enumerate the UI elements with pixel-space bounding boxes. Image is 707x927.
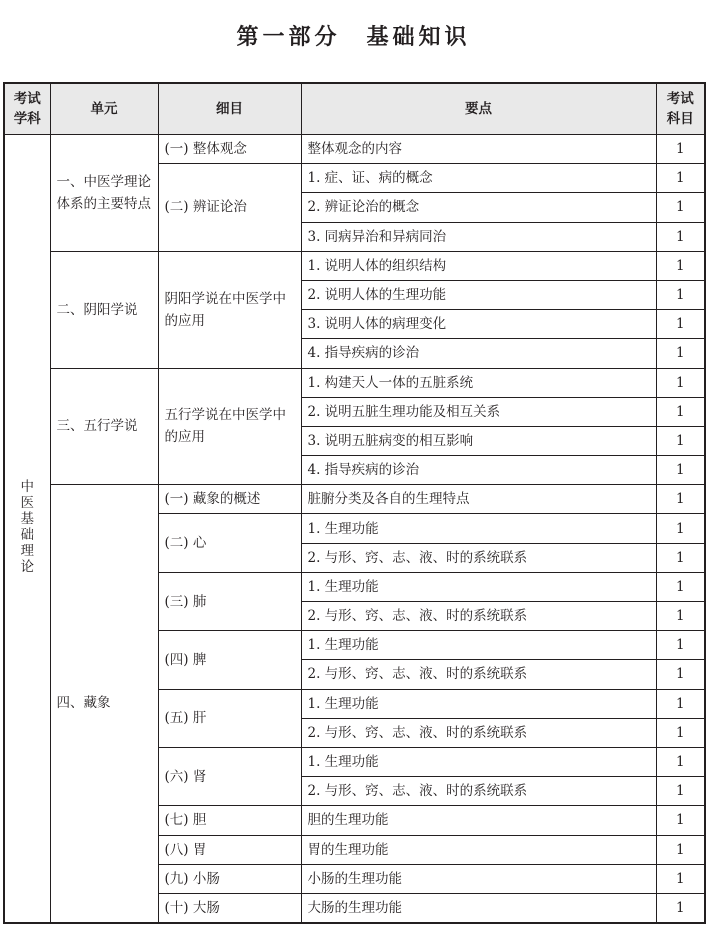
point-cell: 2. 与形、窍、志、液、时的系统联系	[301, 660, 656, 689]
point-cell: 胆的生理功能	[301, 806, 656, 835]
category-cell: 1	[656, 280, 705, 309]
point-cell: 2. 说明人体的生理功能	[301, 280, 656, 309]
category-cell: 1	[656, 747, 705, 776]
detail-cell: (二) 辨证论治	[158, 164, 301, 252]
point-cell: 整体观念的内容	[301, 135, 656, 164]
detail-cell: (三) 肺	[158, 572, 301, 630]
category-cell: 1	[656, 718, 705, 747]
point-cell: 1. 生理功能	[301, 689, 656, 718]
category-cell: 1	[656, 251, 705, 280]
table-row	[4, 368, 705, 397]
category-cell: 1	[656, 543, 705, 572]
detail-cell: (五) 肝	[158, 689, 301, 747]
category-cell: 1	[656, 339, 705, 368]
category-cell: 1	[656, 514, 705, 543]
point-cell: 3. 说明人体的病理变化	[301, 310, 656, 339]
unit-cell: 一、中医学理论体系的主要特点	[50, 135, 158, 252]
detail-cell: (二) 心	[158, 514, 301, 572]
category-cell: 1	[656, 135, 705, 164]
header-category: 考试科目	[656, 83, 705, 135]
unit-cell: 三、五行学说	[50, 368, 158, 485]
category-cell: 1	[656, 310, 705, 339]
category-cell: 1	[656, 485, 705, 514]
point-cell: 脏腑分类及各自的生理特点	[301, 485, 656, 514]
detail-cell: 阴阳学说在中医学中的应用	[158, 251, 301, 368]
detail-cell: (六) 肾	[158, 747, 301, 805]
point-cell: 大肠的生理功能	[301, 893, 656, 922]
point-cell: 2. 与形、窍、志、液、时的系统联系	[301, 718, 656, 747]
header-subject: 考试学科	[4, 83, 50, 135]
point-cell: 2. 与形、窍、志、液、时的系统联系	[301, 543, 656, 572]
point-cell: 1. 症、证、病的概念	[301, 164, 656, 193]
point-cell: 1. 生理功能	[301, 747, 656, 776]
category-cell: 1	[656, 660, 705, 689]
unit-cell: 二、阴阳学说	[50, 251, 158, 368]
category-cell: 1	[656, 222, 705, 251]
category-cell: 1	[656, 689, 705, 718]
category-cell: 1	[656, 368, 705, 397]
detail-cell: 五行学说在中医学中的应用	[158, 368, 301, 485]
detail-cell: (十) 大肠	[158, 893, 301, 922]
detail-cell: (一) 藏象的概述	[158, 485, 301, 514]
category-cell: 1	[656, 602, 705, 631]
point-cell: 4. 指导疾病的诊治	[301, 456, 656, 485]
table-row	[4, 251, 705, 280]
point-cell: 2. 与形、窍、志、液、时的系统联系	[301, 777, 656, 806]
table-row	[4, 485, 705, 514]
page-title: 第一部分 基础知识	[236, 25, 471, 50]
detail-cell: (九) 小肠	[158, 864, 301, 893]
point-cell: 1. 生理功能	[301, 514, 656, 543]
point-cell: 2. 辨证论治的概念	[301, 193, 656, 222]
point-cell: 1. 构建天人一体的五脏系统	[301, 368, 656, 397]
detail-cell: (四) 脾	[158, 631, 301, 689]
header-unit: 单元	[50, 83, 158, 135]
subject-cell: 中医基础理论	[4, 135, 50, 923]
detail-cell: (八) 胃	[158, 835, 301, 864]
header-point: 要点	[301, 83, 656, 135]
category-cell: 1	[656, 806, 705, 835]
category-cell: 1	[656, 193, 705, 222]
point-cell: 4. 指导疾病的诊治	[301, 339, 656, 368]
unit-cell: 四、藏象	[50, 485, 158, 923]
category-cell: 1	[656, 893, 705, 922]
header-detail: 细目	[158, 83, 301, 135]
category-cell: 1	[656, 572, 705, 601]
category-cell: 1	[656, 456, 705, 485]
point-cell: 2. 说明五脏生理功能及相互关系	[301, 397, 656, 426]
category-cell: 1	[656, 397, 705, 426]
point-cell: 1. 生理功能	[301, 631, 656, 660]
detail-cell: (一) 整体观念	[158, 135, 301, 164]
detail-cell: (七) 胆	[158, 806, 301, 835]
syllabus-table	[3, 82, 706, 924]
category-cell: 1	[656, 835, 705, 864]
point-cell: 2. 与形、窍、志、液、时的系统联系	[301, 602, 656, 631]
table-row	[4, 135, 705, 164]
point-cell: 3. 同病异治和异病同治	[301, 222, 656, 251]
category-cell: 1	[656, 426, 705, 455]
point-cell: 1. 生理功能	[301, 572, 656, 601]
point-cell: 1. 说明人体的组织结构	[301, 251, 656, 280]
point-cell: 胃的生理功能	[301, 835, 656, 864]
category-cell: 1	[656, 777, 705, 806]
category-cell: 1	[656, 864, 705, 893]
category-cell: 1	[656, 164, 705, 193]
point-cell: 小肠的生理功能	[301, 864, 656, 893]
point-cell: 3. 说明五脏病变的相互影响	[301, 426, 656, 455]
table-header-row	[4, 83, 705, 135]
category-cell: 1	[656, 631, 705, 660]
